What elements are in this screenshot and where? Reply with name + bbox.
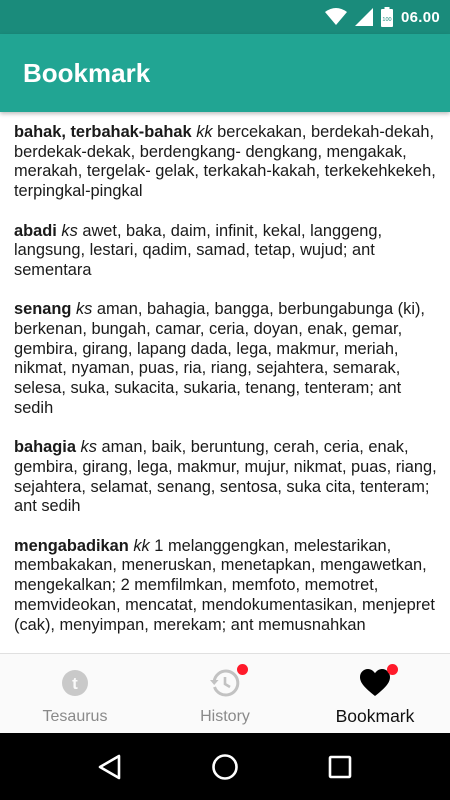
entry-word: senang xyxy=(14,300,72,319)
bottom-nav xyxy=(0,653,450,733)
system-nav-bar xyxy=(0,733,450,800)
nav-tab-history[interactable] xyxy=(150,654,300,733)
nav-tab-tesaurus[interactable] xyxy=(0,654,150,733)
heart-icon xyxy=(360,668,390,698)
entry-class: kk xyxy=(196,123,213,141)
entry-word: bahagia xyxy=(14,438,76,457)
battery-icon xyxy=(381,7,393,27)
nav-label: Bookmark xyxy=(335,706,415,726)
entry-definition: bercekakan, berdekah-dekah, berdekak-dekak, berdengkang- dengkang, mengakak, merakah, tergelak- gelak, terkakah-kakah, terkekehkekeh, terpingkal-pingkal xyxy=(14,123,436,201)
status-bar xyxy=(0,0,450,34)
recents-icon[interactable] xyxy=(320,747,360,787)
svg-text:t: t xyxy=(72,674,78,693)
back-icon[interactable] xyxy=(90,747,130,787)
entry-class: kk xyxy=(133,536,150,555)
list-item[interactable] xyxy=(14,537,440,636)
entry-word: abadi xyxy=(14,221,57,240)
entry-definition: 1 melanggengkan, melestarikan, membakakan, meneruskan, menetapkan, mengawetkan, mengekalkan; 2 memfilmkan, memfoto, memotret, memvideokan, mencatat, mendokumentasikan, menjepret (cak), menyimpan, merekam; ant memusnahkan xyxy=(14,536,435,634)
entry-definition: aman, bahagia, bangga, berbungabunga (ki), berkenan, bungah, camar, ceria, doyan, enak, gemar, gembira, girang, lapang dada, lega, makmur, meriah, nikmat, nyaman, puas, ria, riang, sejahtera, semarak, selesa, suka, sukacita, sukaria, tenang, tenteram; ant sedih xyxy=(14,300,425,417)
entry-word: mengabadikan xyxy=(14,536,129,555)
notification-badge xyxy=(237,664,248,675)
tesaurus-t-icon xyxy=(60,668,90,698)
page-title: Bookmark xyxy=(23,57,151,88)
list-item[interactable] xyxy=(14,300,440,418)
history-icon xyxy=(210,668,240,698)
nav-tab-bookmark[interactable] xyxy=(300,654,450,733)
entry-definition: aman, baik, beruntung, cerah, ceria, enak, gembira, girang, lega, makmur, mujur, nikmat, puas, riang, sejahtera, selamat, senang, sentosa, suka cita, tenteram; ant sedih xyxy=(14,438,437,516)
entry-class: ks xyxy=(80,438,97,457)
wifi-icon xyxy=(325,8,347,26)
home-icon[interactable] xyxy=(205,747,245,787)
app-bar xyxy=(0,34,450,112)
status-time: 06.00 xyxy=(400,8,440,26)
svg-text:100: 100 xyxy=(382,17,392,23)
nav-label: Tesaurus xyxy=(42,708,108,725)
entry-word: bahak, terbahak-bahak xyxy=(14,123,192,141)
entry-class: ks xyxy=(75,300,93,319)
notification-badge xyxy=(387,664,398,675)
list-item[interactable] xyxy=(14,222,440,281)
list-item[interactable] xyxy=(14,123,440,202)
cell-signal-icon xyxy=(355,8,373,26)
entry-class: ks xyxy=(61,221,78,240)
nav-label: History xyxy=(200,708,250,725)
entry-definition: awet, baka, daim, infinit, kekal, langgeng, langsung, lestari, qadim, samad, tetap, wujud; ant sementara xyxy=(14,221,383,279)
list-item[interactable] xyxy=(14,438,440,517)
bookmark-list[interactable] xyxy=(0,112,450,653)
